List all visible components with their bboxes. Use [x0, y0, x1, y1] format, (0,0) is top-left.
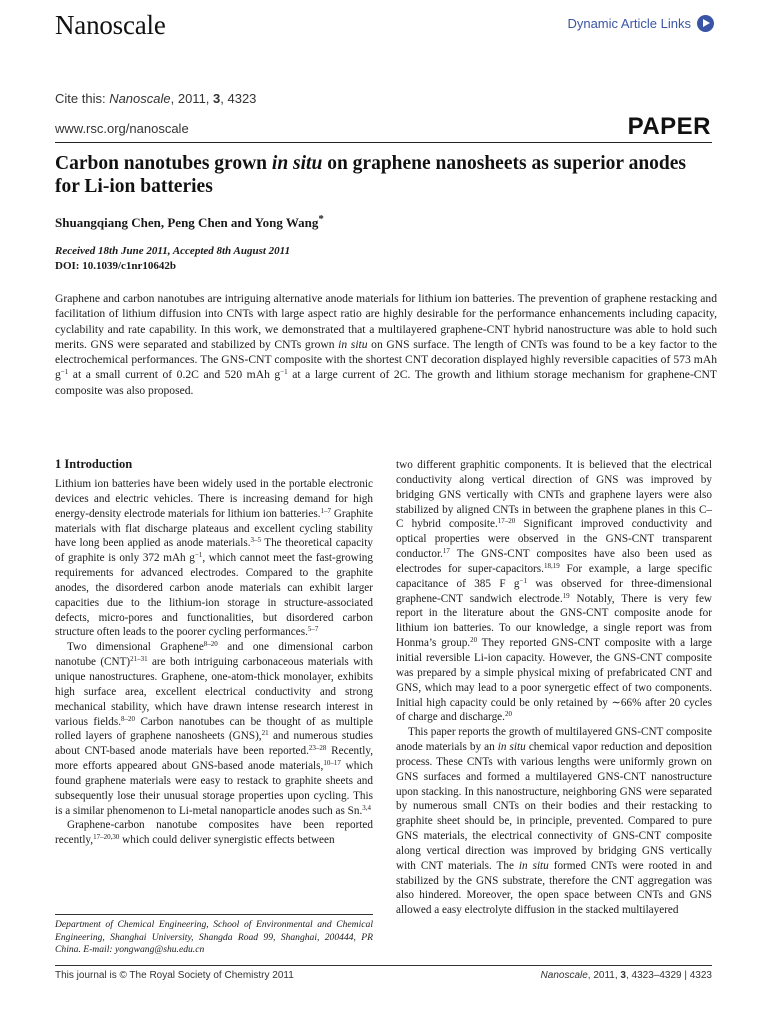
paragraph	[55, 640, 373, 818]
citation-ref[interactable]: 19	[562, 591, 570, 600]
authors-text: Shuangqiang Chen, Peng Chen and Yong Wang	[55, 215, 319, 230]
citation-ref[interactable]: 18,19	[543, 561, 560, 570]
cite-volume: 3	[213, 91, 221, 106]
article-type-label: PAPER	[627, 113, 711, 140]
page-citation	[541, 970, 712, 981]
text-run: The theoretical capacity of graphite is only 372 mAh g	[55, 537, 373, 565]
section-heading-introduction: 1 Introduction	[55, 457, 133, 471]
abstract-text: Graphene and carbon nanotubes are intriguing alternative anode materials for lithium ion batteries. The prevention of graphene restacking and facilitation of lithium diffusion into CNTs with large aspect ratio are highly desirable for the performance enhancements including capacity, cyclability and rate capability. In this work, we demonstrated that a multilayered graphene-CNT hybrid nanostructure was able to hold such merits. GNS were separated and stabilized by CNTs grown	[55, 292, 717, 351]
text-run: and one dimensional carbon nanotube (CNT)	[55, 641, 373, 669]
abstract-text: at a large current of 2C. The growth and lithium storage mechanism for graphene-CNT composite was also proposed.	[55, 368, 717, 397]
paragraph	[396, 458, 712, 725]
superscript: −1	[60, 368, 69, 377]
text-run: Two dimensional Graphene	[67, 641, 204, 654]
text-run: and numerous studies about CNT-based anode materials have been reported.	[55, 730, 373, 758]
text-run: Lithium ion batteries have been widely used in the portable electronic devices and electric vehicles. There is increasing demand for high energy-density electrode materials for lithium ion batteries.	[55, 478, 373, 520]
italic-run: in situ	[518, 859, 549, 872]
text-run: This paper reports the growth of multilayered GNS-CNT composite anode materials by an	[396, 726, 712, 754]
text-run: was observed for three-dimensional graphene-CNT sandwich electrode.	[396, 577, 712, 605]
dynamic-article-links[interactable]	[567, 15, 714, 32]
citation-ref[interactable]: 23–28	[308, 744, 327, 753]
abstract	[55, 291, 717, 398]
citation-ref[interactable]: 3–5	[250, 536, 262, 545]
journal-name: Nanoscale	[55, 10, 166, 40]
footer-pages: , 4323–4329 | 4323	[625, 970, 712, 981]
footer-journal: Nanoscale	[540, 970, 588, 981]
text-run: are both intriguing carbonaceous materials with unique nanostructures. Graphene, one-atom-thick monolayer, exhibits high surface area, excellent electrical conductivity and strong mechanical stability, which have drawn intense research interest in various fields.	[55, 656, 373, 728]
doi[interactable]: DOI: 10.1039/c1nr10642b	[55, 260, 176, 272]
paragraph	[55, 818, 373, 848]
copyright-notice: This journal is © The Royal Society of Chemistry 2011	[55, 970, 294, 981]
cite-year: , 2011,	[170, 91, 214, 106]
text-run: Recently, more efforts appeared about GNS-based anode materials,	[55, 745, 374, 773]
superscript: −1	[194, 551, 203, 560]
corresponding-mark: *	[318, 213, 324, 225]
header-divider	[55, 142, 712, 143]
citation-ref[interactable]: 20	[504, 710, 512, 719]
author-list	[55, 215, 324, 231]
citation-ref[interactable]: 1–7	[320, 506, 332, 515]
title-part-2: on graphene nanosheets as superior anodes for Li-ion batteries	[55, 153, 687, 197]
citation-ref[interactable]: 3,4	[362, 803, 372, 812]
dynamic-links-label[interactable]: Dynamic Article Links	[567, 16, 691, 31]
text-run: formed CNTs were rooted in and stabilized by the GNS substrate, therefore the CNT aggregation was also hindered. Moreover, the open space between CNTs and GNS allowed a easy electrolyte diffusion in the stacked multilayered	[396, 859, 712, 917]
text-run: Graphite materials with flat discharge plateaus and excellent cycling stability have long been applied as anode materials.	[55, 507, 373, 550]
text-run: They reported GNS-CNT composite with a large initial reversible Li-ion capacity. However, the GNS-CNT composite was prepared by a simple physical mixing of prefabricated CNT and GNS, which may lead to a poor synergetic effect of two components. Initial high capacity could be only retained by ∼66% after 20 cycles of charge and discharge.	[396, 637, 712, 724]
abstract-text: on GNS surface. The length of CNTs was found to be a key factor to the electrochemical performances. The GNS-CNT composite with the shortest CNT decoration displayed highly reversible capacities of 573 mAh g	[55, 337, 718, 382]
superscript: −1	[280, 368, 288, 377]
footnote-divider	[55, 914, 373, 915]
title-italic: in situ	[271, 153, 323, 174]
paragraph	[55, 477, 373, 640]
cite-page: , 4323	[220, 91, 257, 106]
title-part-1: Carbon nanotubes grown	[55, 153, 272, 174]
left-column	[55, 477, 373, 848]
text-run: For example, a large specific capacitance of 385 F g	[396, 562, 712, 590]
citation-ref[interactable]: 17	[442, 547, 450, 556]
abstract-text: at a small current of 0.2C and 520 mAh g	[68, 368, 281, 382]
right-column	[396, 458, 712, 918]
text-run: two different graphitic components. It is believed that the electrical conductivity along vertical direction of GNS was improved by bridging GNS vertically with CNTs and graphene layers were also stabilized by aligned CNTs in between the graphene planes in this C–C hybrid composite.	[396, 459, 712, 531]
italic-run: in situ	[497, 741, 526, 754]
footer-volume: 3	[620, 970, 626, 981]
text-run: chemical vapor reduction and deposition process. These CNTs with various lengths were uniformly grown on GNS surfaces and formed a multilayered GNS-CNT nanostructure upon stacking. In this nanostructure, neighboring GNS were separated by numerous small CNTs on their bodies and their restacking to graphite sheet should be, in principle, prevented. Compared to pure GNS materials, the electrical connectivity of GNS-CNT composite along vertical direction was improved by bridging GNS vertically with CNT materials. The	[396, 741, 712, 872]
play-circle-icon[interactable]	[697, 15, 714, 32]
citation-line	[55, 91, 256, 106]
citation-ref[interactable]: 5–7	[307, 625, 319, 634]
text-run: Notably, There is very few report in the literature about the GNS-CNT composite anode for lithium ion batteries. To our knowledge, a single report was from Honma’s group.	[396, 592, 712, 650]
text-run: The GNS-CNT composites have also been used as electrodes for super-capacitors.	[396, 548, 712, 575]
text-run: which found graphene materials were easy to restack to graphite sheets and subsequently lose their unusual storage properties upon cycling. This is a similar phenomenon to Li-metal nanoparticle anodes such as Sn.	[55, 760, 374, 817]
journal-url[interactable]: www.rsc.org/nanoscale	[55, 121, 189, 136]
citation-ref[interactable]: 8–20	[121, 714, 136, 723]
citation-ref[interactable]: 21	[261, 729, 269, 738]
affiliation-footnote: Department of Chemical Engineering, School of Environmental and Chemical Engineering, Shanghai University, Shangda Road 99, Shanghai, 200444, PR China. E-mail: yongwang@shu.edu.cn	[55, 919, 373, 955]
footer-year: , 2011,	[587, 970, 621, 981]
citation-ref[interactable]: 17–20,30	[93, 833, 120, 842]
citation-ref[interactable]: 8–20	[203, 640, 218, 649]
text-run: , which cannot meet the fast-growing requirements for advanced electrodes. Compared to the graphite anodes, the disordered carbon anode materials can exhibit larger capacities due to the lithium-ion storage in structure-associated defects, micro-pores and functionalities, but disordered carbon structure often leads to the poorer cycling performances.	[55, 552, 373, 639]
article-title	[55, 152, 715, 198]
paragraph	[396, 725, 712, 918]
footer-divider	[55, 965, 712, 966]
text-run: which could deliver synergistic effects between	[119, 834, 335, 847]
received-dates: Received 18th June 2011, Accepted 8th August 2011	[55, 245, 291, 257]
cite-journal: Nanoscale	[109, 91, 171, 106]
text-run: Graphene-carbon nanotube composites have been reported recently,	[55, 819, 373, 847]
citation-ref[interactable]: 10–17	[323, 759, 341, 768]
text-run: Carbon nanotubes can be thought of as multiple rolled layers of graphene nanosheets (GNS),	[55, 715, 373, 743]
citation-ref[interactable]: 21–31	[130, 655, 148, 664]
citation-ref[interactable]: 17–20	[497, 517, 516, 526]
citation-ref[interactable]: 20	[470, 636, 478, 645]
superscript: −1	[519, 576, 527, 585]
text-run: Significant improved conductivity and optical properties were observed in the GNS-CNT transparent conductor.	[396, 518, 712, 561]
cite-prefix: Cite this:	[55, 91, 110, 106]
abstract-italic: in situ	[338, 337, 368, 351]
